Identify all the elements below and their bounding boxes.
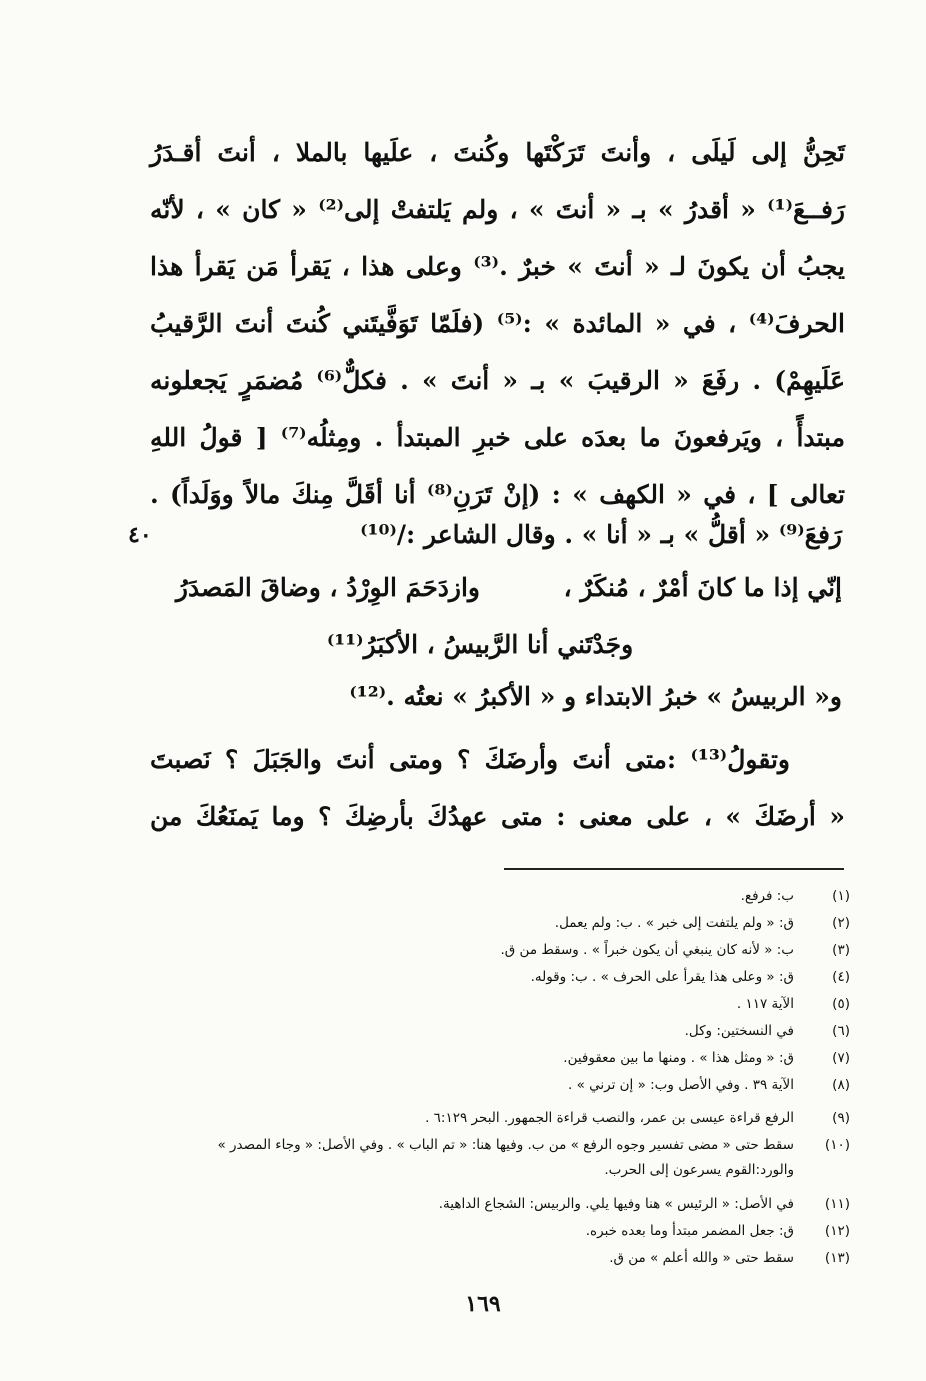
footnote-text: في النسختين: وكل. (684, 1023, 794, 1039)
verse-right-hemistich: إنّي إذا ما كانَ أمْرٌ ، مُنكَرٌ ، (563, 573, 842, 602)
footnote-number: (١٠) (824, 1137, 850, 1153)
page-number: ١٦٩ (465, 1291, 501, 1317)
footnote-text: ق: « ومثل هذا » . ومنها ما بين معقوفين. (563, 1050, 794, 1066)
body-line-6: مبتدأً ، ويَرفعونَ ما بعدَه على خبرِ المبتدأ . ومِثلُه⁽⁷⁾ [ قولُ اللهِ (150, 423, 845, 452)
footnote-2 (150, 915, 850, 931)
body-line-2: رَفــعَ⁽¹⁾ « أقدرُ » بـ « أنتَ » ، ولم يَلتفتْ إلى⁽²⁾ « كان » ، لأنّه (150, 195, 845, 224)
footnote-6 (150, 1023, 850, 1039)
footnote-10-continuation: والورد:القوم يسرعون إلى الحرب. (604, 1162, 794, 1178)
footnote-number: (٩) (832, 1110, 850, 1126)
footnote-11 (150, 1196, 850, 1212)
footnote-number: (٦) (832, 1023, 850, 1039)
footnote-text: ب: فرفع. (740, 888, 794, 904)
verse-continuation: وجَدْتَني أنا الرَّبيسُ ، الأكبَرُ⁽¹¹⁾ (326, 630, 634, 659)
footnote-number: (١١) (824, 1196, 850, 1212)
footnote-12 (150, 1223, 850, 1239)
body-line-1: تَحِنُّ إلى لَيلَى ، وأنتَ تَرَكْتَها وكُنتَ ، علَيها بالملا ، أنتَ أقـدَرُ (150, 138, 845, 167)
footnote-text: الآية ١١٧ . (736, 996, 794, 1012)
footnote-3 (150, 942, 850, 958)
para2-line-2: « أرضَكَ » ، على معنى : متى عهدُكَ بأرضِكَ ؟ وما يَمنَعُكَ من (150, 802, 845, 831)
body-line-7: تعالى ] ، في « الكهف » : (إنْ تَرَنِ⁽⁸⁾ أنا أقَلَّ مِنكَ مالاً ووَلَداً) . (150, 480, 845, 509)
footnote-text: ق: « ولم يلتفت إلى خبر » . ب: ولم يعمل. (554, 915, 794, 931)
verse-left-hemistich: وازدَحَمَ الوِرْدُ ، وضاقَ المَصدَرُ (175, 573, 480, 602)
para2-line-1: وتقولُ⁽¹³⁾ :متى أنتَ وأرضَكَ ؟ ومتى أنتَ والجَبَلَ ؟ نَصبتَ (150, 745, 790, 774)
footnote-text: في الأصل: « الرئيس » هنا وفيها يلي. والربيس: الشجاع الداهية. (438, 1196, 794, 1212)
footnote-8 (150, 1077, 850, 1093)
footnote-text: ق: « وعلى هذا يقرأ على الحرف » . ب: وقوله. (530, 969, 794, 985)
footnote-text: سقط حتى « مضى تفسير وجوه الرفع » من ب. وفيها هنا: « تم الباب » . وفي الأصل: « وجاء المصدر » (217, 1137, 794, 1153)
footnote-4 (150, 969, 850, 985)
footnote-separator (504, 868, 844, 870)
footnote-number: (٥) (832, 996, 850, 1012)
footnote-10 (150, 1137, 850, 1153)
footnote-number: (٤) (832, 969, 850, 985)
body-line-8: رَفعَ⁽⁹⁾ « أقلُّ » بـ « أنا » . وقال الشاعر :/⁽¹⁰⁾ (360, 520, 842, 549)
footnote-text: ب: « لأنه كان ينبغي أن يكون خبراً » . وسقط من ق. (500, 942, 794, 958)
footnote-5 (150, 996, 850, 1012)
footnote-number: (١) (832, 888, 850, 904)
body-line-5: عَلَيهِمْ) . رفَعَ « الرقيبَ » بـ « أنتَ » . فكلٌّ⁽⁶⁾ مُضمَرٍ يَجعلونه (150, 366, 845, 395)
footnote-number: (٢) (832, 915, 850, 931)
footnote-number: (١٣) (824, 1250, 850, 1266)
footnote-number: (٣) (832, 942, 850, 958)
footnote-text: الرفع قراءة عيسى بن عمر، والنصب قراءة الجمهور. البحر ٦:١٢٩ . (425, 1110, 794, 1126)
footnote-9 (150, 1110, 850, 1126)
footnote-text: ق: جعل المضمر مبتدأ وما بعده خبره. (585, 1223, 794, 1239)
footnote-number: (٧) (832, 1050, 850, 1066)
footnote-text: سقط حتى « والله أعلم » من ق. (609, 1250, 794, 1266)
footnote-number: (٨) (832, 1077, 850, 1093)
body-line-4: الحرفَ⁽⁴⁾ ، في « المائدة » :⁽⁵⁾ (فلَمّا تَوَفَّيتَني كُنتَ أنتَ الرَّقيبُ (150, 309, 845, 338)
body-line-3: يجبُ أن يكونَ لـ « أنتَ » خبرٌ .⁽³⁾ وعلى هذا ، يَقرأ مَن يَقرأ هذا (150, 252, 845, 281)
footnote-7 (150, 1050, 850, 1066)
footnote-number: (١٢) (824, 1223, 850, 1239)
footnote-13 (150, 1250, 850, 1266)
footnote-text: الآية ٣٩ . وفي الأصل وب: « إن ترني » . (567, 1077, 794, 1093)
footnote-1 (150, 888, 850, 904)
verse-explanation: و« الربيسُ » خبرُ الابتداء و « الأكبرُ » نعتُه .⁽¹²⁾ (349, 682, 842, 711)
line-number-marker: ٤٠ (128, 522, 152, 548)
